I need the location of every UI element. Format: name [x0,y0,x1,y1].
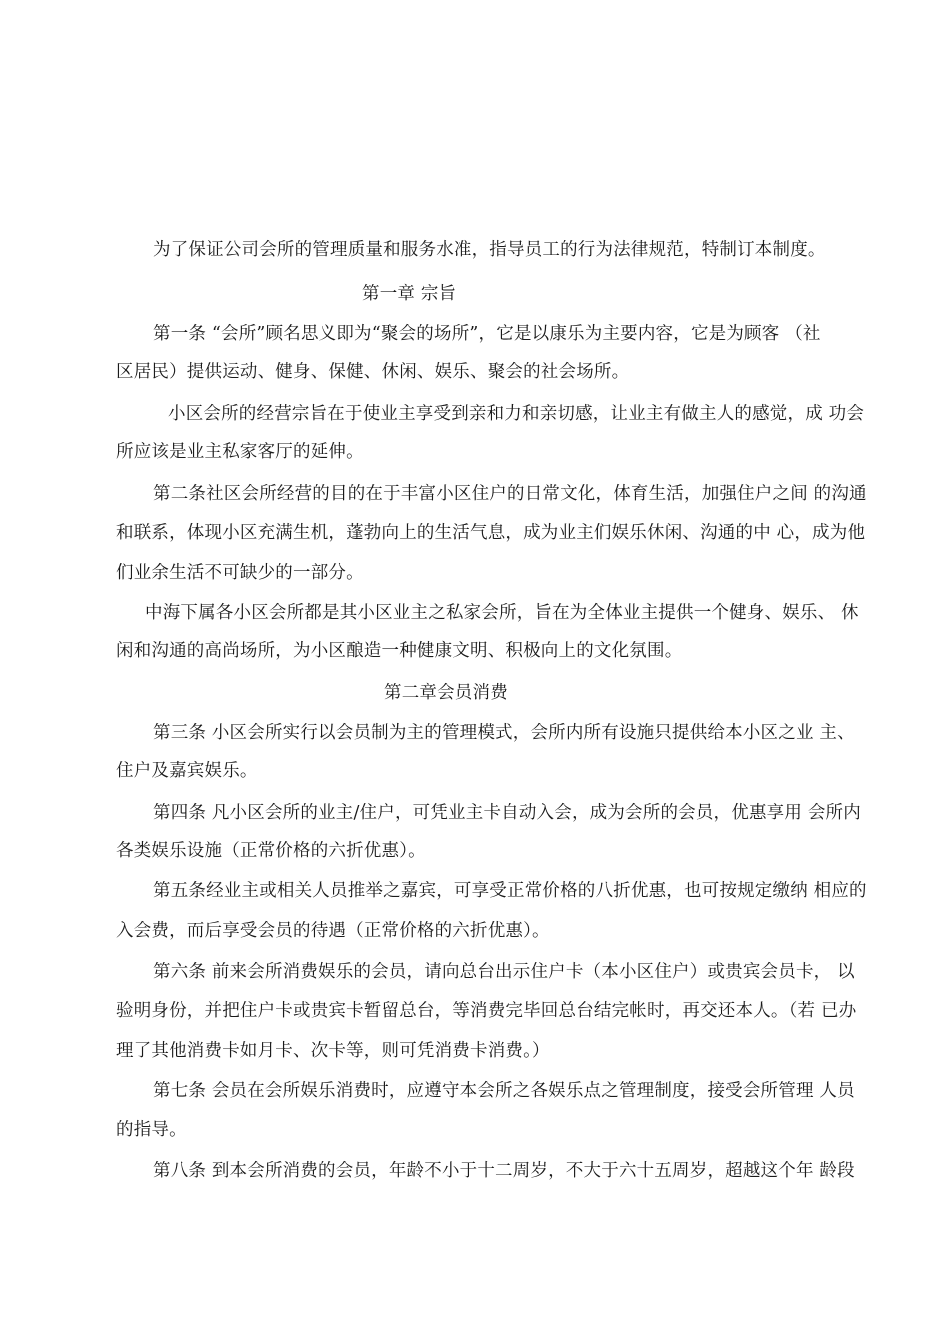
chapter-2-title: 第二章会员消费 [384,683,508,703]
article-2-line-3: 们业余生活不可缺少的一部分。 [116,563,364,583]
article-1-line-2: 区居民）提供运动、健身、保健、休闲、娱乐、聚会的社会场所。 [116,362,630,382]
article-6-line-2: 验明身份，并把住户卡或贵宾卡暂留总台，等消费完毕回总台结完帐时，再交还本人。（若 已办 [116,1001,857,1021]
article-7-line-2: 的指导。 [116,1120,187,1140]
article-8-line-1: 第八条 到本会所消费的会员，年龄不小于十二周岁，不大于六十五周岁，超越这个年 龄段 [153,1161,855,1181]
article-6-line-3: 理了其他消费卡如月卡、次卡等，则可凭消费卡消费。） [116,1041,550,1061]
article-3-line-2: 住户及嘉宾娱乐。 [116,761,258,781]
zhonghai-paragraph-line-2: 闲和沟通的高尚场所，为小区酿造一种健康文明、积极向上的文化氛围。 [116,641,683,661]
intro-paragraph: 为了保证公司会所的管理质量和服务水准，指导员工的行为法律规范，特制订本制度。 [153,240,826,260]
article-6-line-1: 第六条 前来会所消费娱乐的会员，请向总台出示住户卡（本小区住户）或贵宾会员卡， 以 [153,962,855,982]
chapter-1-title: 第一章 宗旨 [362,284,457,304]
article-4-line-1: 第四条 凡小区会所的业主/住户，可凭业主卡自动入会，成为会所的会员，优惠享用 会所内 [153,803,861,823]
article-4-line-2: 各类娱乐设施（正常价格的六折优惠）。 [116,841,426,861]
article-2-line-1: 第二条社区会所经营的目的在于丰富小区住户的日常文化，体育生活，加强住户之间 的沟通 [153,484,867,504]
zhonghai-paragraph-line-1: 中海下属各小区会所都是其小区业主之私家会所，旨在为全体业主提供一个健身、娱乐、 休 [145,603,859,623]
article-2-line-2: 和联系，体现小区充满生机，蓬勃向上的生活气息，成为业主们娱乐休闲、沟通的中 心，成为他 [116,523,866,543]
article-5-line-1: 第五条经业主或相关人员推举之嘉宾，可享受正常价格的八折优惠，也可按规定缴纳 相应的 [153,881,867,901]
article-3-line-1: 第三条 小区会所实行以会员制为主的管理模式，会所内所有设施只提供给本小区之业 主、 [153,723,855,743]
purpose-paragraph-line-1: 小区会所的经营宗旨在于使业主享受到亲和力和亲切感，让业主有做主人的感觉，成 功会 [168,404,865,424]
purpose-paragraph-line-2: 所应该是业主私家客厅的延伸。 [116,442,364,462]
article-5-line-2: 入会费，而后享受会员的待遇（正常价格的六折优惠）。 [116,921,550,941]
article-1-line-1: 第一条 “会所”顾名思义即为“聚会的场所”，它是以康乐为主要内容，它是为顾客 （社 [153,324,821,344]
article-7-line-1: 第七条 会员在会所娱乐消费时，应遵守本会所之各娱乐点之管理制度，接受会所管理 人员 [153,1081,855,1101]
